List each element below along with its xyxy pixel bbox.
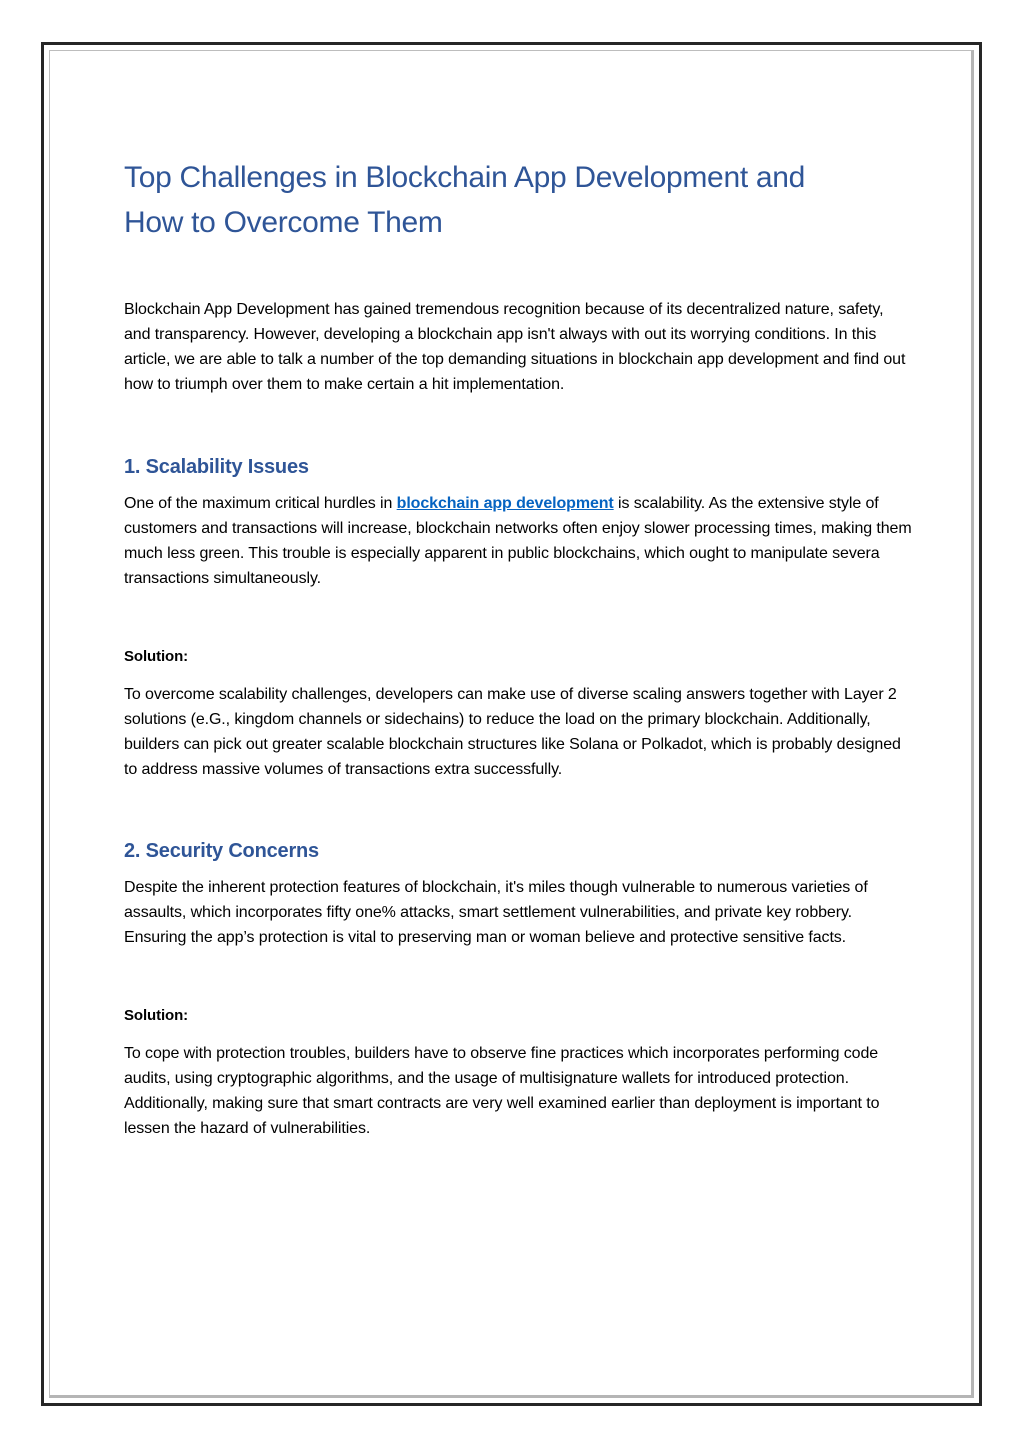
intro-paragraph: Blockchain App Development has gained tremendous recognition because of its decentralized nature, safety, and transparency. However, developing a blockchain app isn't always with out its worrying conditions. In this article, we are able to talk a number of the top demanding situations in blockchain app development and find out how to triumph over them to make certain a hit implementation.: [124, 301, 906, 393]
section-heading-scalability: 1. Scalability Issues: [124, 456, 309, 478]
section-body-scalability-text-start: One of the maximum critical hurdles in: [124, 495, 397, 512]
section-body-security: Despite the inherent protection features of blockchain, it's miles though vulnerable to numerous varieties of assaults, which incorporates fifty one% attacks, smart settlement vulnerabilities, and private key robbery. Ensuring the app’s protection is vital to preserving man or woman believe and protective sensitive facts.: [124, 879, 868, 946]
document-title-line1: Top Challenges in Blockchain App Development and: [124, 161, 806, 194]
solution-body-security: To cope with protection troubles, builders have to observe fine practices which incorporates performing code audits, using cryptographic algorithms, and the usage of multisignature wallets for introduced protection. Additionally, making sure that smart contracts are very well examined earlier than deployment is important to lessen the hazard of vulnerabilities.: [124, 1045, 880, 1137]
blockchain-app-development-link[interactable]: blockchain app development: [396, 495, 614, 512]
section-body-scalability-text-end: is scalability. As the extensive style of customers and transactions will increase, blockchain networks often enjoy slower processing times, making them much less green. This trouble is especially apparent in public blockchains, which ought to manipulate severa transactions simultaneously.: [124, 495, 912, 587]
document-content: [124, 155, 914, 1141]
solution-label-scalability: Solution:: [124, 648, 189, 665]
section-body-scalability: [124, 491, 914, 591]
document-title: [124, 155, 914, 245]
solution-label-security: Solution:: [124, 1007, 189, 1024]
document-title-line2: How to Overcome Them: [124, 206, 443, 239]
section-heading-security: 2. Security Concerns: [124, 840, 319, 862]
solution-body-scalability: To overcome scalability challenges, developers can make use of diverse scaling answers together with Layer 2 solutions (e.G., kingdom channels or sidechains) to reduce the load on the primary blockchain. Additionally, builders can pick out greater scalable blockchain structures like Solana or Polkadot, which is probably designed to address massive volumes of transactions extra successfully.: [124, 686, 901, 778]
